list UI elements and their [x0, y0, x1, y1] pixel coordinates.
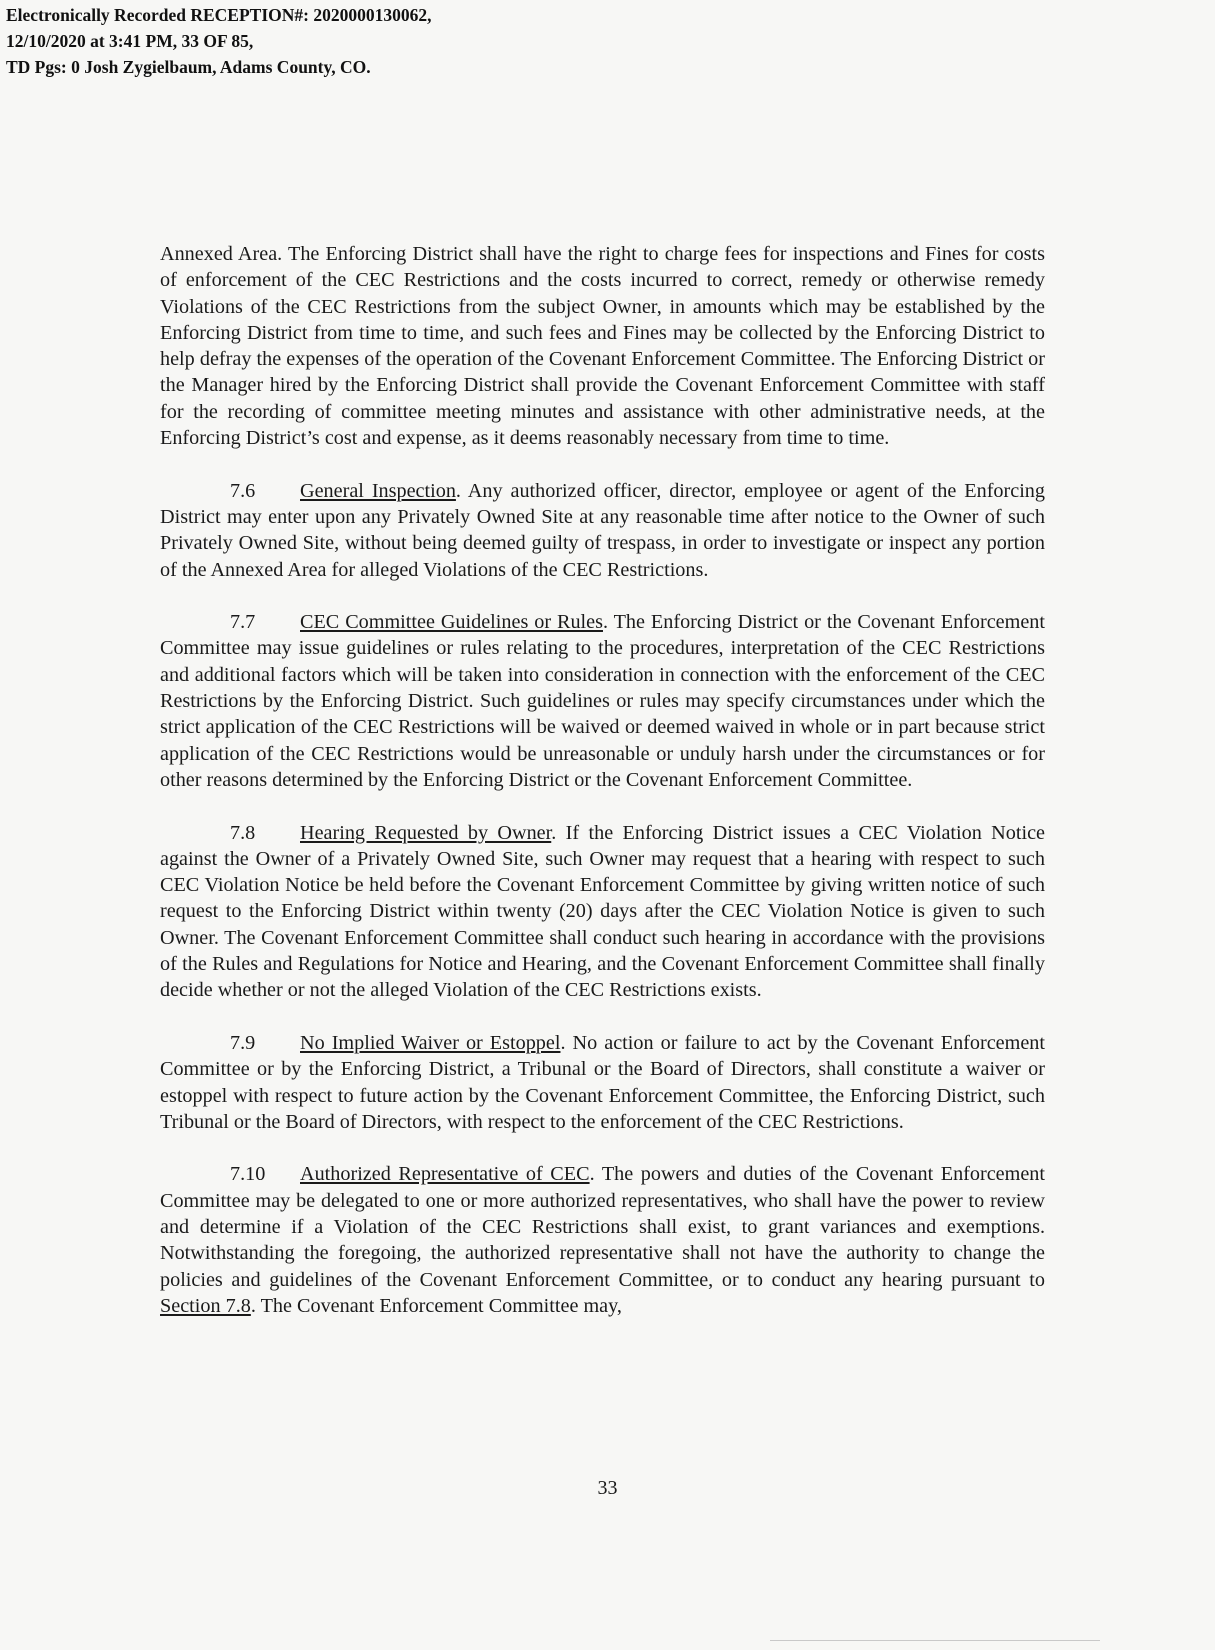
- section-heading: Hearing Requested by Owner: [300, 821, 552, 844]
- section-heading: No Implied Waiver or Estoppel: [300, 1031, 561, 1054]
- section-7-7: [160, 609, 1045, 793]
- section-7-8: [160, 820, 1045, 1004]
- section-text: . The powers and duties of the Covenant Enforcement Committee may be delegated to one or more authorized representatives, who shall have the power to review and determine if a Violation of the CEC Restrictions shall exist, to grant variances and exemptions. Notwithstanding the foregoing, the authorized representative shall not have the authority to change the policies and guidelines of the Covenant Enforcement Committee, or to conduct any hearing pursuant to: [160, 1163, 1046, 1291]
- section-text: . The Enforcing District or the Covenant Enforcement Committee may issue guidelines or rules relating to the procedures, interpretation of the CEC Restrictions and additional factors which will be taken into consideration in connection with the enforcement of the CEC Restrictions by the Enforcing District. Such guidelines or rules may specify circumstances under which the strict application of the CEC Restrictions will be waived or deemed waived in whole or in part because strict application of the CEC Restrictions would be unreasonable or unduly harsh under the circumstances or for other reasons determined by the Enforcing District or the Covenant Enforcement Committee.: [160, 611, 1045, 791]
- section-heading: CEC Committee Guidelines or Rules: [300, 611, 603, 634]
- section-heading: General Inspection: [300, 479, 456, 502]
- page-number: 33: [597, 1477, 618, 1499]
- recording-stamp-line-2: 12/10/2020 at 3:41 PM, 33 OF 85,: [6, 31, 254, 51]
- section-number: 7.6: [230, 479, 256, 502]
- section-heading: Authorized Representative of CEC: [300, 1163, 590, 1186]
- recording-stamp-line-3: TD Pgs: 0 Josh Zygielbaum, Adams County, CO.: [6, 57, 371, 77]
- section-text: . No action or failure to act by the Covenant Enforcement Committee or by the Enforcing District, a Tribunal or the Board of Directors, shall constitute a waiver or estoppel with respect to future action by the Covenant Enforcement Committee, the Enforcing District, such Tribunal or the Board of Directors, with respect to the enforcement of the CEC Restrictions.: [160, 1031, 1045, 1133]
- scan-edge-mark: [770, 1640, 1100, 1641]
- document-body: [160, 241, 1045, 1345]
- section-7-9: [160, 1030, 1045, 1135]
- section-number: 7.10: [230, 1163, 266, 1186]
- section-7-6: [160, 478, 1045, 583]
- section-text-continued: . The Covenant Enforcement Committee may,: [250, 1294, 622, 1317]
- section-text: . If the Enforcing District issues a CEC Violation Notice against the Owner of a Privately Owned Site, such Owner may request that a hearing with respect to such CEC Violation Notice be held before the Covenant Enforcement Committee by giving written notice of such request to the Enforcing District within twenty (20) days after the CEC Violation Notice is given to such Owner. The Covenant Enforcement Committee shall conduct such hearing in accordance with the provisions of the Rules and Regulations for Notice and Hearing, and the Covenant Enforcement Committee shall finally decide whether or not the alleged Violation of the CEC Restrictions exists.: [160, 821, 1045, 1002]
- section-cross-reference: Section 7.8: [160, 1294, 251, 1317]
- section-number: 7.8: [230, 821, 256, 844]
- section-7-10: [160, 1161, 1045, 1319]
- section-text: . Any authorized officer, director, employee or agent of the Enforcing District may enter upon any Privately Owned Site at any reasonable time after notice to the Owner of such Privately Owned Site, without being deemed guilty of trespass, in order to investigate or inspect any portion of the Annexed Area for alleged Violations of the CEC Restrictions.: [160, 479, 1045, 581]
- recording-stamp-line-1: Electronically Recorded RECEPTION#: 2020000130062,: [6, 5, 432, 25]
- section-number: 7.7: [230, 611, 256, 634]
- section-number: 7.9: [230, 1031, 256, 1054]
- recording-stamp: [6, 2, 431, 80]
- intro-paragraph: Annexed Area. The Enforcing District shall have the right to charge fees for inspections and Fines for costs of enforcement of the CEC Restrictions and the costs incurred to correct, remedy or otherwise remedy Violations of the CEC Restrictions from the subject Owner, in amounts which may be established by the Enforcing District from time to time, and such fees and Fines may be collected by the Enforcing District to help defray the expenses of the operation of the Covenant Enforcement Committee. The Enforcing District or the Manager hired by the Enforcing District shall provide the Covenant Enforcement Committee with staff for the recording of committee meeting minutes and assistance with other administrative needs, at the Enforcing District’s cost and expense, as it deems reasonably necessary from time to time.: [160, 243, 1045, 450]
